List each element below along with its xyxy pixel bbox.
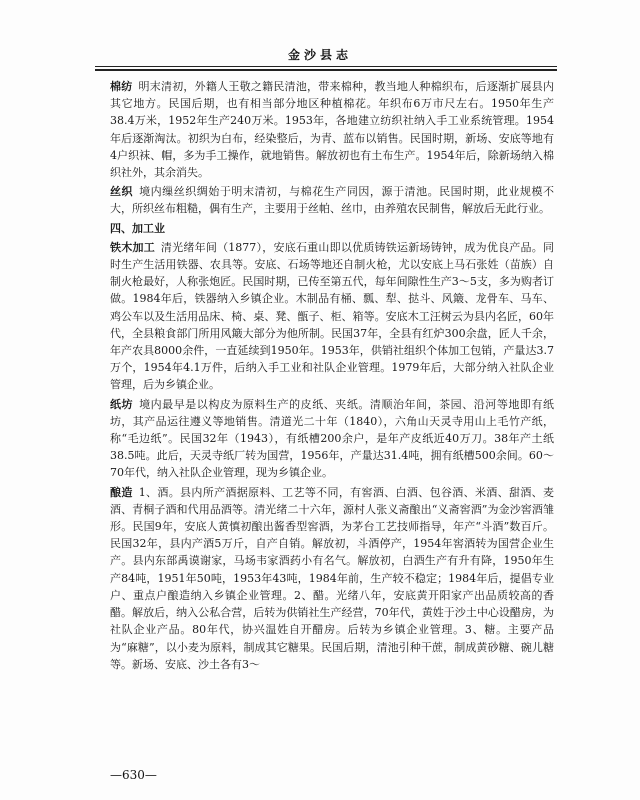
entry-term: 丝织: [110, 185, 134, 199]
entry-text: 境内最早是以构皮为原料生产的皮纸、夹纸。清顺治年间，茶园、沿河等地即有纸坊，其产品运往遵义等地销售。清道光二十年（1840），六角山天灵寺用山上毛竹产纸，称“毛边纸”。民国32年（1943），有纸槽200余户，是年产皮纸近40万刀。38年产土纸38.5吨。此后，天灵寺纸厂转为国营，1956年，产量达31.4吨，拥有纸槽500余间。60～70年代，纳入社队企业管理，现为乡镇企业。: [110, 397, 555, 480]
entry-text: 1、酒。县内所产酒据原料、工艺等不同，有窖酒、白酒、包谷酒、米酒、甜酒、麦酒、青桐子酒和代用品酒等。清光绪二十六年，源村人张义斋酿出“义斋窖酒”为金沙窖酒雏形。民国9年，安底人黄慎初酿出酱香型窖酒，为茅台工艺技师指导，年产“斗酒”数百斤。民国32年，县内产酒5万斤，自产自销。解放初，斗酒停产，1954年窖酒转为国营企业生产。县内东部禹谟谢家，马场韦家酒药小有名气。解放初，白酒生产有升有降，1950年生产84吨，1951年50吨，1953年43吨，1984年前，生产较不稳定；1984年后，提倡专业户、重点户酿造纳入乡镇企业管理。2、醋。光绪八年，安底黄开阳家产出品质较高的香醋。解放后，纳入公私合营，后转为供销社生产经营，70年代，黄姓于沙土中心设醋房，为社队企业产品。80年代，协兴温姓自开醋房。后转为乡镇企业管理。3、糖。主要产品为“麻糖”，以小麦为原料，制成其它糖果。民国后期，清池引种干蔗，制成黄砂糖、碗儿糖等。新场、安底、沙土各有3～: [110, 485, 554, 671]
entry-text: 境内缫丝织绸始于明末清初，与棉花生产同因，源于清池。民国时期，此业规模不大，所织丝布粗糙，偶有生产，主要用于丝帕、丝巾，由养殖农民制售，解放后无此行业。: [110, 185, 555, 216]
entry-term: 铁木加工: [110, 240, 155, 254]
paragraph-iron-wood: [110, 239, 554, 394]
paragraph-paper: [110, 396, 554, 482]
page-number: —630—: [110, 768, 157, 782]
running-header: 金沙县志: [287, 48, 352, 62]
entry-text: 清光绪年间（1877），安底石重山即以优质铸铁运新场铸钟，成为优良产品。同时生产生活用铁器、农具等。安底、石场等地还自制火枪，尤以安底上马石张姓（苗族）自制火枪最好，人称张炮匠。民国时期，已传至第五代，每年间隙性生产3～5支，多为购者订做。1984年后，铁器纳入乡镇企业。木制品有桶、瓢、犁、挞斗、风簸、龙骨车、马车、鸡公车以及生活用品床、椅、桌、凳、甑子、柜、箱等。安底木工汪树云为县内名匠，60年代，全县粮食部门所用风簸大部分为他所制。民国37年，全县有红炉300余盘，匠人千余，年产农具8000余件，一直延续到1950年。1953年，供销社组织个体加工包销，产量达3.7万个，1954年4.1万件，后纳入手工业和社队企业管理。1979年后，大部分纳入社队企业管理，后为乡镇企业。: [110, 240, 554, 392]
page-body: [110, 78, 554, 675]
paragraph-brewing: [110, 484, 554, 673]
entry-text: 明末清初，外籍人王敬之籍民清池，带来棉种，教当地人种棉织布，后逐渐扩展县内其它地方。民国后期，也有相当部分地区种植棉花。年织布6万市尺左右。1950年生产38.4万米，1952年生产240万米。1953年，各地建立纺织社纳入手工业系统管理。1954年后逐渐淘汰。初织为白布，经染整后，为青、蓝布以销售。民国时期，新场、安底等地有4户织袜、帽，多为手工操作，就地销售。解放初也有土布生产。1954年后，除新场纳入棉织社外，其余消失。: [110, 80, 555, 180]
paragraph-silk: [110, 183, 554, 217]
paragraph-cotton: [110, 78, 554, 181]
entry-term: 棉纺: [110, 80, 133, 93]
entry-term: 酿造: [110, 485, 133, 499]
entry-term: 纸坊: [110, 397, 134, 411]
header-rule-thick: [95, 69, 557, 71]
header-rule: [95, 66, 557, 67]
section-heading: 四、加工业: [110, 221, 165, 235]
